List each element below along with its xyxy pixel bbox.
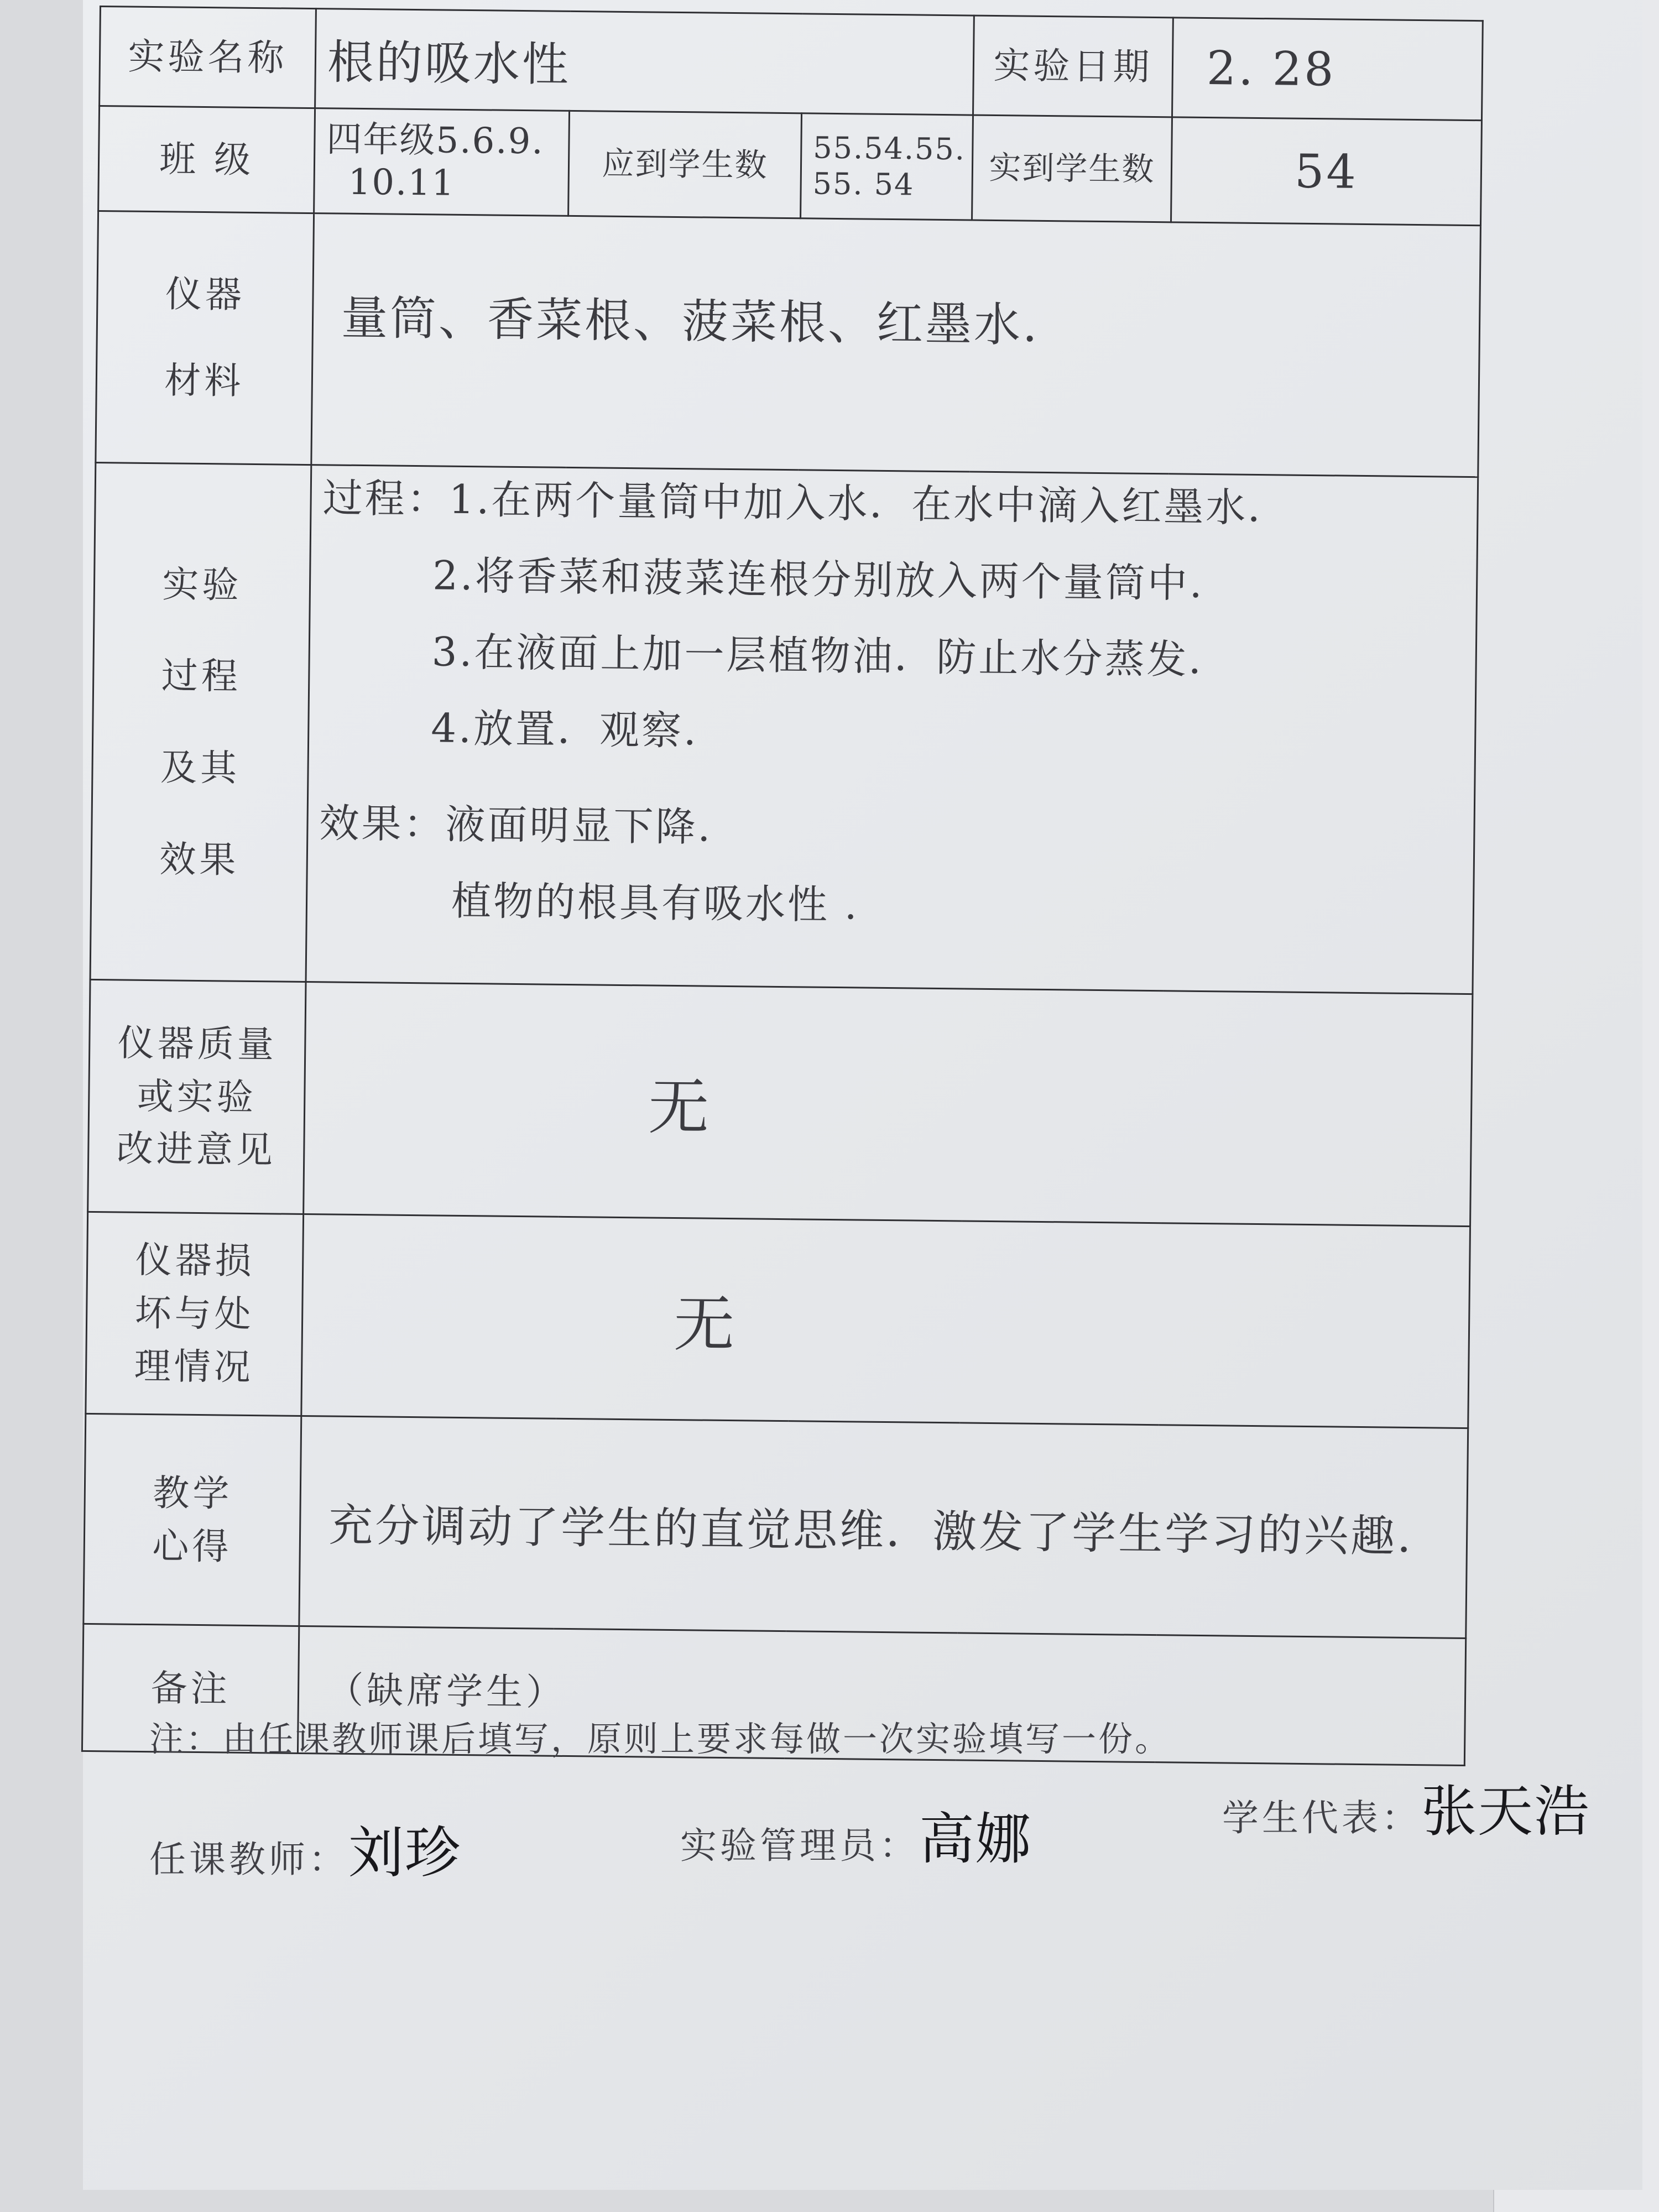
damage-label	[86, 1212, 304, 1416]
damage-label-line1: 仪器损	[135, 1239, 255, 1283]
experiment-name-label: 实验名称	[100, 7, 316, 108]
materials-label-line1: 仪器	[165, 273, 246, 317]
expected-students-value	[801, 113, 973, 220]
expected-line2: 55. 54	[812, 166, 915, 202]
expected-line1: 55.54.55.	[813, 130, 966, 167]
process-line-1: 过程：1.在两个量筒中加入水．在水中滴入红墨水．	[322, 474, 1290, 531]
experiment-name-value: 根的吸水性	[315, 9, 974, 115]
date-value: 2. 28	[1172, 18, 1483, 121]
admin-signature-row	[680, 1794, 1032, 1874]
process-line-2: 2.将香菜和菠菜连根分别放入两个量筒中.	[432, 552, 1205, 607]
class-value-line1: 四年级5.6.9.	[326, 119, 545, 163]
remarks-label: 备注	[82, 1624, 299, 1753]
reflection-label	[84, 1413, 301, 1626]
damage-value: 无	[301, 1214, 1470, 1428]
student-label: 学生代表：	[1222, 1797, 1421, 1839]
quality-value: 无	[304, 982, 1473, 1227]
quality-label	[88, 979, 306, 1214]
actual-students-value: 54	[1171, 117, 1482, 226]
reflection-label-line2: 心得	[152, 1524, 232, 1568]
class-label: 班 级	[98, 106, 315, 213]
reflection-value: 充分调动了学生的直觉思维．激发了学生学习的兴趣.	[299, 1416, 1468, 1638]
remarks-value: （缺席学生）	[298, 1626, 1465, 1765]
teacher-label: 任课教师：	[149, 1838, 348, 1881]
process-label-line4: 效果	[159, 837, 239, 881]
quality-label-line1: 仪器质量	[117, 1021, 278, 1066]
experiment-record-form	[81, 6, 1484, 1766]
damage-label-line2: 坏与处	[134, 1291, 255, 1336]
damage-label-line3: 理情况	[134, 1344, 254, 1389]
quality-label-line2: 或实验	[137, 1074, 257, 1119]
expected-students-label: 应到学生数	[568, 111, 802, 218]
actual-students-label: 实到学生数	[972, 115, 1172, 222]
teacher-signature-row	[149, 1808, 461, 1888]
process-line-4: 4.放置．观察.	[430, 705, 699, 754]
process-value	[306, 465, 1478, 994]
student-signature: 张天浩	[1421, 1779, 1590, 1844]
footer-note: 注：由任课教师课后填写，原则上要求每做一次实验填写一份。	[149, 1719, 1172, 1759]
materials-label-line2: 材料	[164, 359, 244, 403]
process-label-line1: 实验	[162, 562, 242, 607]
process-label-line2: 过程	[161, 654, 242, 698]
effect-line-1: 效果：液面明显下降.	[319, 800, 713, 851]
process-label	[90, 462, 311, 982]
date-label: 实验日期	[973, 15, 1173, 117]
student-signature-row	[1222, 1767, 1590, 1846]
class-value	[314, 108, 570, 216]
materials-label	[96, 211, 314, 465]
materials-value: 量筒、香菜根、菠菜根、红墨水.	[311, 213, 1481, 477]
effect-line-2: 植物的根具有吸水性 .	[451, 877, 860, 928]
teacher-signature: 刘珍	[348, 1820, 461, 1885]
admin-signature: 高娜	[919, 1807, 1032, 1871]
process-label-line3: 及其	[160, 746, 241, 790]
quality-label-line3: 改进意见	[116, 1127, 276, 1172]
reflection-label-line1: 教学	[152, 1471, 233, 1515]
class-value-line2: 10.11	[348, 161, 456, 204]
admin-label: 实验管理员：	[680, 1824, 919, 1867]
process-line-3: 3.在液面上加一层植物油．防止水分蒸发．	[431, 628, 1231, 684]
